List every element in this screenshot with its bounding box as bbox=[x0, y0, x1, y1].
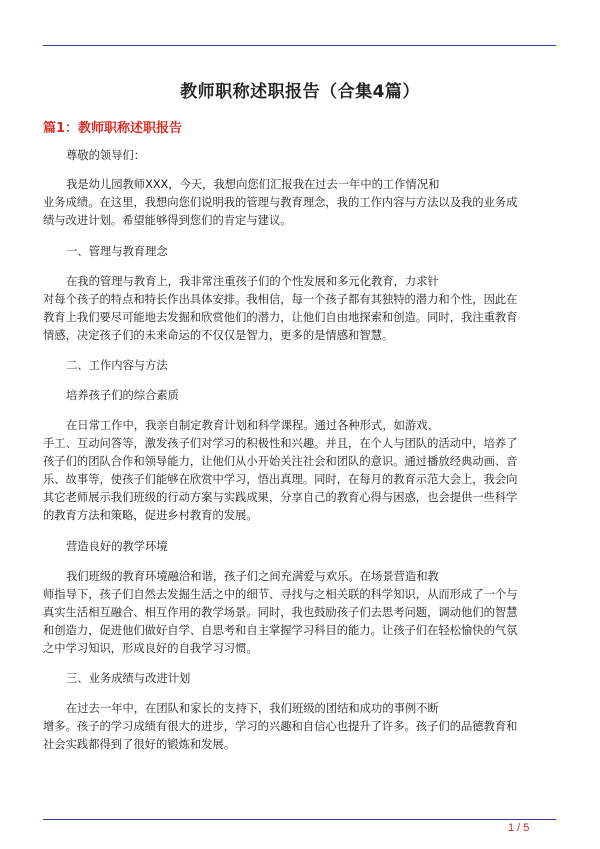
paragraph-line: 在过去一年中，在团队和家长的支持下，我们班级的团结和成功的事例不断 bbox=[66, 702, 439, 715]
paragraph-line: 绩与改进计划。希望能够得到您们的肯定与建议。 bbox=[43, 214, 292, 227]
paragraph-line: 我们班级的教育环境融洽和谐，孩子们之间充满爱与欢乐。在场景营造和教 bbox=[66, 570, 439, 583]
paragraph-line: 社会实践都得到了很好的锻炼和发展。 bbox=[43, 738, 236, 751]
paragraph-line: 其它老师展示我们班级的行动方案与实践成果，分享自己的教育心得与困惑，也会提供一些科学 bbox=[43, 491, 518, 504]
document-title: 教师职称述职报告（合集4篇） bbox=[180, 82, 420, 102]
paragraph-line: 乐、故事等，使孩子们能够在欣赏中学习，悟出真理。同时，在每月的教育示范大会上，我会向 bbox=[43, 473, 518, 486]
paragraph-line: 教育上我们要尽可能地去发掘和欣赏他们的潜力，让他们自由地探索和创造。同时，我注重教育 bbox=[43, 311, 518, 324]
paragraph-line: 情感，决定孩子们的未来命运的不仅仅是智力，更多的是情感和智慧。 bbox=[43, 329, 394, 342]
subheading: 一、管理与教育理念 bbox=[66, 245, 168, 258]
paragraph-line: 手工、互动问答等，激发孩子们对学习的积极性和兴趣。并且，在个人与团队的活动中，培养了 bbox=[43, 437, 518, 450]
paragraph-line: 在我的管理与教育上，我非常注重孩子们的个性发展和多元化教育，力求针 bbox=[66, 275, 439, 288]
paragraph-line: 对每个孩子的特点和特长作出具体安排。我相信，每一个孩子都有其独特的潜力和个性，因此在 bbox=[43, 293, 518, 306]
paragraph-line: 师指导下，孩子们自然去发掘生活之中的细节、寻找与之相关联的科学知识，从而形成了一个与 bbox=[43, 588, 518, 601]
paragraph-line: 的教育方法和策略，促进乡村教育的发展。 bbox=[43, 509, 258, 522]
footer-rule bbox=[43, 819, 556, 820]
salutation: 尊敬的领导们： bbox=[66, 149, 146, 162]
paragraph-line: 我是幼儿园教师XXX，今天，我想向您们汇报我在过去一年中的工作情况和 bbox=[66, 178, 440, 191]
subheading: 三、业务成绩与改进计划 bbox=[66, 672, 191, 685]
paragraph-line: 之中学习知识，形成良好的自我学习习惯。 bbox=[43, 642, 258, 655]
subheading: 培养孩子们的综合素质 bbox=[66, 389, 179, 402]
subheading: 营造良好的教学环境 bbox=[66, 540, 168, 553]
paragraph-line: 在日常工作中，我亲自制定教育计划和科学课程。通过各种形式，如游戏、 bbox=[66, 419, 439, 432]
paragraph-line: 和创造力，促进他们做好自学、自思考和自主掌握学习科目的能力。让孩子们在轻松愉快的气氛 bbox=[43, 624, 518, 637]
paragraph-line: 真实生活相互融合、相互作用的教学场景。同时，我也鼓励孩子们去思考问题，调动他们的智慧 bbox=[43, 606, 518, 619]
subheading: 二、工作内容与方法 bbox=[66, 359, 168, 372]
header-rule bbox=[43, 45, 556, 46]
page-number: 1 / 5 bbox=[508, 822, 530, 834]
section-heading: 篇1：教师职称述职报告 bbox=[43, 121, 183, 136]
paragraph-line: 孩子们的团队合作和领导能力，让他们从小开始关注社会和团队的意识。通过播放经典动画、音 bbox=[43, 455, 518, 468]
paragraph-line: 业务成绩。在这里，我想向您们说明我的管理与教育理念，我的工作内容与方法以及我的业务成 bbox=[43, 196, 518, 209]
paragraph-line: 增多。孩子的学习成绩有很大的进步，学习的兴趣和自信心也提升了许多。孩子们的品德教育和 bbox=[43, 720, 518, 733]
